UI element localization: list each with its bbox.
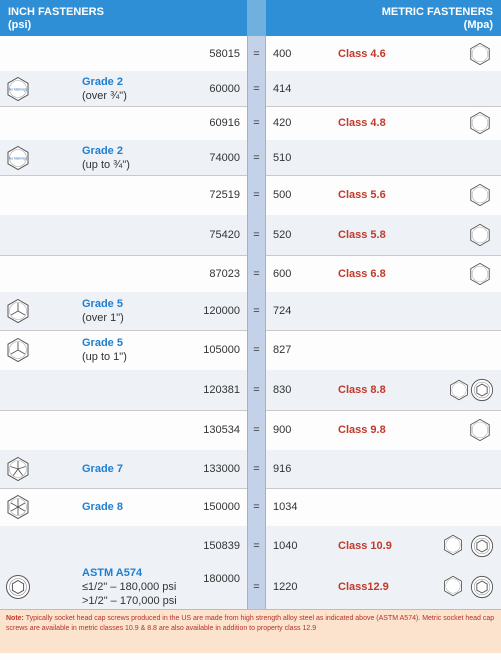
inch-unit: (psi) [8,19,32,31]
table-row [0,292,501,331]
equals-cell [247,71,266,106]
metric-class: Class 4.8 [338,117,386,129]
equals-sign: = [253,581,260,593]
metric-class: Class 8.8 [338,384,386,396]
psi-value: 87023 [209,267,240,280]
equals-column-header [247,0,266,36]
psi-value: 120000 [203,305,240,317]
mpa-value: 1040 [273,539,298,552]
metric-unit: (Mpa) [463,19,493,31]
table-row [0,71,501,107]
equals-sign: = [253,539,260,552]
equals-sign: = [253,82,260,95]
metric-header [266,0,501,36]
grade-label-group [82,75,127,103]
table-row [0,175,501,216]
equals-cell [247,526,266,565]
grade-name: Grade 5 [82,337,123,349]
grade-size-range: (over 1") [82,312,124,324]
psi-value: 58015 [209,47,240,60]
mpa-value: 600 [273,267,292,280]
grade-size-range: (up to 1") [82,351,127,363]
equals-cell [247,450,266,488]
mpa-value: 900 [273,424,292,436]
metric-class: Class 9.8 [338,424,386,436]
metric-class: Class 5.8 [338,229,386,241]
equals-cell [247,106,266,140]
table-row [0,488,501,527]
table-row [0,565,501,610]
equals-cell [247,36,266,71]
grade-name: ASTM A574 [82,567,143,579]
mpa-value: 827 [273,344,292,356]
equals-sign: = [253,384,260,396]
psi-value: 150839 [203,539,240,552]
table-row [0,106,501,141]
table-row [0,330,501,371]
hex-head-icon [468,111,492,135]
equals-cell [247,410,266,450]
mpa-value: 400 [273,47,292,60]
table-row [0,370,501,411]
socket-head-icon [5,574,31,600]
socket-head-icon [470,378,494,402]
footnote [0,609,501,653]
hex-head-icon [468,418,492,442]
note-label: Note: [6,615,24,622]
table-row [0,410,501,451]
equals-sign: = [253,229,260,241]
grade-size-range: (up to ¾") [82,158,130,171]
hex-head-icon [468,183,492,207]
psi-value: 133000 [203,463,240,475]
hex-head-icon [468,42,492,66]
grade-size-range: (over ¾") [82,89,127,102]
equals-sign: = [253,189,260,201]
table-row [0,255,501,293]
psi-value: 74000 [209,151,240,164]
hex-head-icon [448,379,470,401]
psi-value: 130534 [203,424,240,436]
socket-head-icon [470,575,494,599]
table-row [0,36,501,72]
metric-class: Class 10.9 [338,539,392,552]
hex-head-5-lines-icon [5,456,31,482]
equals-sign: = [253,305,260,317]
grade-name: Grade 2 [82,75,123,88]
equals-sign: = [253,344,260,356]
mpa-value: 414 [273,82,292,95]
grade-name: Grade 8 [82,501,123,513]
grade-label-group [82,336,127,364]
hex-head-no-markings-icon [5,76,31,102]
inch-title: INCH FASTENERS [8,6,104,18]
mpa-value: 830 [273,384,292,396]
mpa-value: 1220 [273,581,298,593]
equals-sign: = [253,151,260,164]
psi-value: 105000 [203,344,240,356]
inch-header [0,0,247,36]
table-row [0,140,501,176]
mpa-value: 420 [273,117,292,129]
mpa-value: 1034 [273,501,298,513]
equals-sign: = [253,424,260,436]
grade-name: Grade 5 [82,298,123,310]
grade-name: Grade 2 [82,144,123,157]
equals-sign: = [253,267,260,280]
psi-value: 75420 [209,229,240,241]
grade-strength-line: ≤1/2" – 180,000 psi [82,581,177,593]
table-row [0,215,501,256]
hex-head-icon [442,575,466,599]
equals-cell [247,140,266,175]
equals-cell [247,565,266,609]
hex-head-3-lines-icon [5,298,31,324]
hex-head-icon [468,262,492,286]
psi-value: 150000 [203,501,240,513]
grade-label-group [82,500,123,514]
mpa-value: 500 [273,189,292,201]
hex-head-icon [442,534,466,558]
equals-cell [247,330,266,370]
psi-value: 72519 [209,189,240,201]
grade-strength-line: >1/2" – 170,000 psi [82,595,177,607]
hex-head-3-lines-icon [5,337,31,363]
grade-name: Grade 7 [82,463,123,475]
equals-cell [247,488,266,526]
equals-cell [247,370,266,410]
equals-sign: = [253,463,260,475]
mpa-value: 916 [273,463,292,475]
svg-text:No Markings: No Markings [9,156,27,160]
metric-class: Class 6.8 [338,267,386,280]
mpa-value: 724 [273,305,292,317]
psi-value: 60000 [209,82,240,95]
grade-label-group [82,144,130,172]
grade-label-group [82,462,123,476]
equals-sign: = [253,117,260,129]
hex-head-6-lines-icon [5,494,31,520]
equals-cell [247,292,266,330]
table-row [0,526,501,566]
svg-text:No Markings: No Markings [9,87,27,91]
equals-cell [247,215,266,255]
equals-sign: = [253,47,260,60]
mpa-value: 520 [273,229,292,241]
metric-class: Class12.9 [338,581,389,593]
hex-head-icon [468,223,492,247]
equals-cell [247,255,266,292]
psi-value: 180000 [203,573,240,585]
metric-class: Class 5.6 [338,189,386,201]
mpa-value: 510 [273,151,292,164]
grade-label-group [82,297,124,325]
note-text: Typically socket head cap screws produced in the US are made from high strength alloy steel as indicated above (ASTM A574). Metric socket head cap screws are available in metric classes 10.9 & 8.8 are also available in addition to property class 12.9 [6,615,495,632]
equals-sign: = [253,501,260,513]
metric-class: Class 4.6 [338,47,386,60]
metric-title: METRIC FASTENERS [381,6,493,18]
psi-value: 120381 [203,384,240,396]
equals-cell [247,175,266,215]
hex-head-no-markings-icon [5,145,31,171]
table-row [0,450,501,489]
socket-head-icon [470,534,494,558]
psi-value: 60916 [209,117,240,129]
